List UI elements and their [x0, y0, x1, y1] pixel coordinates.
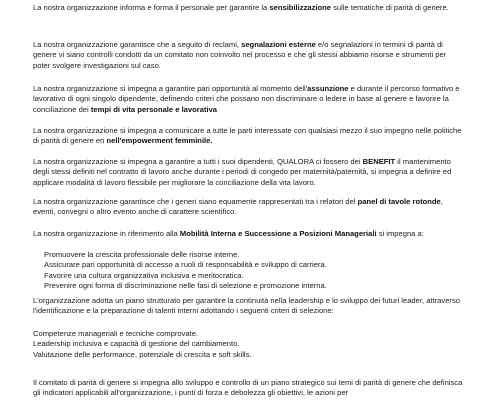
bold-text: segnalazioni esterne — [241, 40, 316, 49]
list-item: Competenze manageriali e tecniche comprovate. — [33, 329, 199, 338]
text: il mantenimento degli stessi definiti nel contratto di lavoro anche durante i periodi di congedo per maternità/paternità, si impegna a definire ed applicare modalità di lavoro flessibile per migliorare la conciliazione della vita lavoro. — [33, 157, 452, 187]
paragraph-benefit — [33, 157, 465, 188]
list-item: Valutazione delle performance, potenziale di crescita e soft skills. — [33, 349, 252, 359]
text: si impegna a: — [376, 229, 424, 238]
text: La nostra organizzazione si impegna a garantire a tutti i suoi dipendenti, QUALORA ci fossero dei — [33, 157, 363, 166]
list-item: Leadership inclusiva e capacità di gestione del cambiamento. — [33, 339, 240, 349]
paragraph-mobilita-interna — [33, 229, 465, 239]
text: sulle tematiche di parità di genere. — [331, 3, 449, 12]
paragraph-comitato — [33, 378, 465, 399]
bold-text: tempi di vita personale e lavorativa — [90, 104, 218, 114]
paragraph-assunzione — [33, 84, 465, 115]
text: La nostra organizzazione garantisce che i generi siano equamente rappresentati tra i relatori del — [33, 197, 358, 206]
text: , eventi, convegni o altro evento anche di carattere scientifico. — [33, 197, 443, 217]
bold-text: assunzione — [307, 84, 349, 93]
list-item: Promuovere la crescita professionale delle risorse interne. — [44, 250, 240, 259]
list-item: Assicurare pari opportunità di accesso a ruoli di responsabilità e sviluppo di carriera. — [44, 260, 327, 270]
text: e/o segnalazioni in termini di parità di genere vi siano controlli condotti da un comitato non coinvolto nel processo e che gli stessi abbiamo risorse e strumenti per poter svolgere investigazioni sul caso. — [33, 40, 447, 70]
paragraph-tavole-rotonde — [33, 197, 465, 218]
bold-text: panel di tavole rotonde — [357, 197, 441, 206]
bold-text: Mobilità Interna e Successione a Posizioni Manageriali — [179, 229, 377, 238]
bold-text: BENEFIT — [362, 157, 396, 166]
text: La nostra organizzazione garantisce che a seguito di reclami, — [33, 40, 242, 49]
list-item: Prevenire ogni forma di discriminazione nelle fasi di selezione e promozione interna. — [44, 280, 327, 290]
criteria-list — [33, 329, 453, 360]
text: Il comitato di parità di genere si impegna allo sviluppo e controllo di un piano strategico sui temi di parità di genere che definisca gli indicatori applicabili all'organizzazione, i punti di forza e debolezza gli obiettivi, le azioni per — [33, 378, 463, 398]
text: La nostra organizzazione informa e forma il personale per garantire la — [33, 3, 270, 12]
paragraph-sensibilizzazione — [33, 3, 465, 13]
text: La nostra organizzazione si impegna a garantire pari opportunità al momento dell' — [33, 84, 308, 93]
text: e durante il percorso formativo e lavorativo di ogni singolo dipendente, definendo criteri che possano non discriminare o ledere in base al genere e favorire la conciliazione dei — [33, 84, 460, 114]
bold-text: sensibilizzazione — [269, 3, 332, 12]
paragraph-leadership — [33, 296, 465, 317]
paragraph-segnalazioni — [33, 40, 465, 71]
list-item: Favorire una cultura organizzativa inclusiva e meritocratica. — [44, 270, 244, 280]
commitments-list — [44, 250, 464, 291]
paragraph-comunicazione — [33, 126, 465, 147]
text: L'organizzazione adotta un piano strutturato per garantire la continuità nella leadership e lo sviluppo dei futuri leader, attraverso l'identificazione e la preparazione di talenti interni adottando i seguenti criteri di selezione: — [33, 296, 460, 316]
text: La nostra organizzazione si impegna a comunicare a tutte le parti interessate con qualsiasi mezzo il suo impegno nelle politiche di parità di genere en — [33, 126, 462, 146]
text: La nostra organizzazione in riferimento alla — [33, 229, 180, 238]
bold-text: nell'empowerment femminile. — [106, 136, 213, 146]
